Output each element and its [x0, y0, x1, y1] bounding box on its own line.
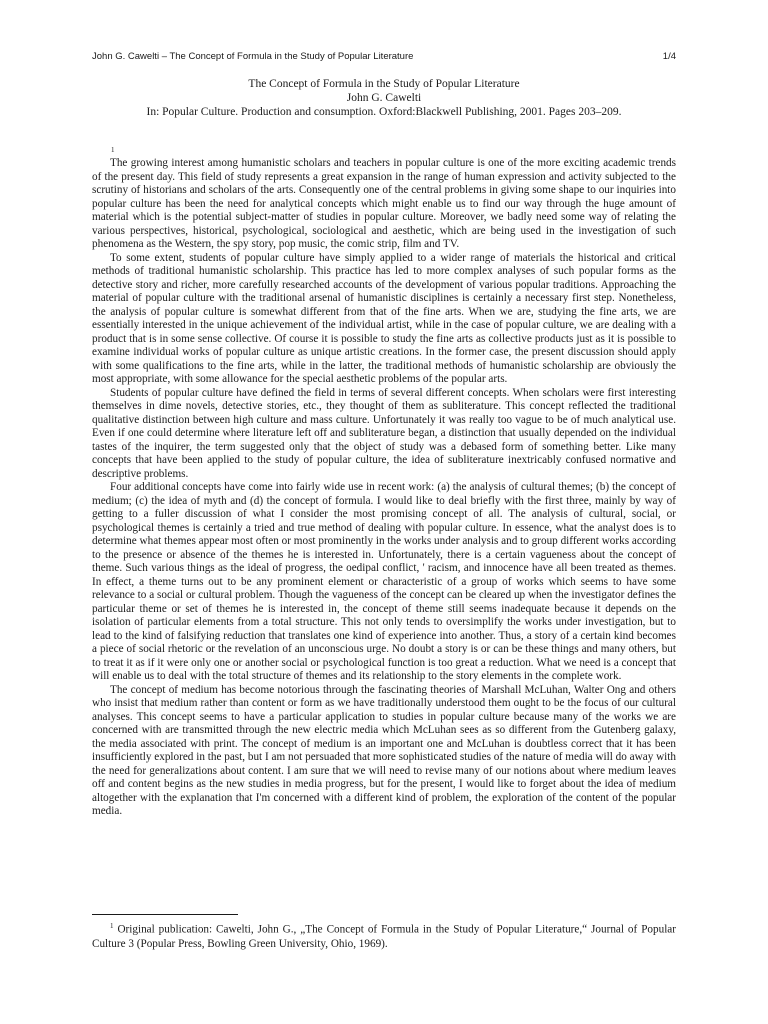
paragraph: Students of popular culture have defined the field in terms of several different concepts. When scholars were first interesting themselves in dime novels, detective stories, etc., they thought of them as subliterature. This concept reflected the traditional qualitative distinction between high culture and mass culture. Unfortunately it was really too vague to be of much analytical use. Even if one could determine where literature left off and subliterature began, a distinction that usually depended on the individual tastes of the inquirer, the term suggested only that the object of study was a debased form of something better. Like many concepts that have been applied to the study of popular culture, the idea of subliterature inextricably confused normative and descriptive problems. [92, 386, 676, 480]
footnote-marker: 1 [111, 146, 115, 154]
article-source: In: Popular Culture. Production and consumption. Oxford:Blackwell Publishing, 2001. Pages 203–209. [146, 106, 622, 118]
page-number: 1/4 [662, 51, 676, 62]
footnote-divider [92, 914, 238, 915]
paragraph: Four additional concepts have come into fairly wide use in recent work: (a) the analysis of cultural themes; (b) the concept of medium; (c) the idea of myth and (d) the concept of formula. I would like to deal briefly with the first three, mainly by way of getting to a fuller discussion of what I consider the most promising concept of all. The analysis of cultural, social, or psychological themes is certainly a tried and true method of dealing with popular culture. In essence, what the analyst does is to determine what themes appear most often or most prominently in the works under analysis and to group different works according to the presence or absence of the themes he is interested in. Unfortunately, there is a certain vagueness about the concept of theme. Such various things as the ideal of progress, the oedipal conflict, ' racism, and innocence have all been treated as themes. In effect, a theme turns out to be any prominent element or characteristic of a group of works which seems to have some relevance to a social or cultural problem. Though the vagueness of the concept can be cleared up when the investigator defines the particular theme or set of themes he is interested in, the concept of theme still seems inadequate because it depends on the isolation of particular elements from a total structure. This not only tends to oversimplify the works under investigation, but to lead to the kind of falsifying reduction that translates one kind of experience into another. Thus, a story of a certain kind becomes a piece of social rhetoric or the revelation of an unconscious urge. No doubt a story is or can be these things and many others, but to treat it as if it were only one or another social or psychological function is too great a reduction. What we need is a concept that will enable us to deal with the total structure of themes and its relationship to the story elements in the complete work. [92, 481, 676, 682]
paragraph: To some extent, students of popular culture have simply applied to a wider range of materials the historical and critical methods of traditional humanistic scholarship. This practice has led to more complex analyses of such popular forms as the detective story and richer, more carefully researched accounts of the development of various popular traditions. Approaching the material of popular culture with the traditional arsenal of humanistic disciplines is certainly a necessary first step. Nonetheless, the analysis of popular culture is somewhat different from that of the fine arts. When we are, studying the fine arts, we are essentially interested in the unique achievement of the individual artist, while in the case of popular culture, we are dealing with a product that is in some sense collective. Of course it is possible to study the fine arts as collective products just as it is possible to examine individual works of popular culture as unique artistic creations. In the former case, the present discussion should apply with some qualifications to the fine arts, while in the latter, the traditional methods of humanistic scholarship are obviously the most appropriate, with some allowance for the special aesthetic problems of the popular arts. [92, 251, 676, 385]
article-author: John G. Cawelti [346, 92, 422, 104]
running-header [92, 51, 676, 62]
footnote [92, 919, 676, 951]
footnote-text: Original publication: Cawelti, John G., „The Concept of Formula in the Study of Popular Literature,“ Journal of Popular Culture 3 (Popular Press, Bowling Green University, Ohio, 1969). [92, 923, 676, 950]
paragraph: The concept of medium has become notorious through the fascinating theories of Marshall McLuhan, Walter Ong and others who insist that medium rather than content or form as we have traditionally understood them ought to be the focus of our cultural analyses. This concept seems to have a particular application to studies in popular culture because many of the works we are concerned with are transmitted through the new electric media which McLuhan sees as so different from the Gutenberg galaxy, the media associated with print. The concept of medium is an important one and McLuhan is doubtless correct that it has been insufficiently explored in the past, but I am not persuaded that more sophisticated studies of the nature of media will do away with the need for generalizations about content. I am sure that we will need to revise many of our notions about where medium leaves off and content begins as the new studies in media progress, but for the present, I would like to forget about the idea of medium altogether with the explanation that I'm concerned with a different kind of problem, the exploration of the content of the popular media. [92, 683, 676, 817]
footnote-number: 1 [110, 922, 114, 930]
body-text [92, 157, 676, 819]
paragraph: The growing interest among humanistic scholars and teachers in popular culture is one of the more exciting academic trends of the present day. This field of study represents a great expansion in the range of human expression and activity subjected to the scrutiny of historians and scholars of the arts. Consequently one of the central problems in giving some shape to our inquiries into popular culture has been the need for analytical concepts which might enable us to find our way through the huge amount of material which is the potential subject-matter of studies in popular culture. Moreover, we badly need some way of relating the various perspectives, historical, psychological, sociological and aesthetic, which are being used in the investigation of such phenomena as the Western, the spy story, pop music, the comic strip, film and TV. [92, 157, 676, 250]
article-title: The Concept of Formula in the Study of Popular Literature [248, 78, 520, 90]
title-block [92, 77, 676, 119]
header-title: John G. Cawelti – The Concept of Formula in the Study of Popular Literature [92, 51, 414, 62]
